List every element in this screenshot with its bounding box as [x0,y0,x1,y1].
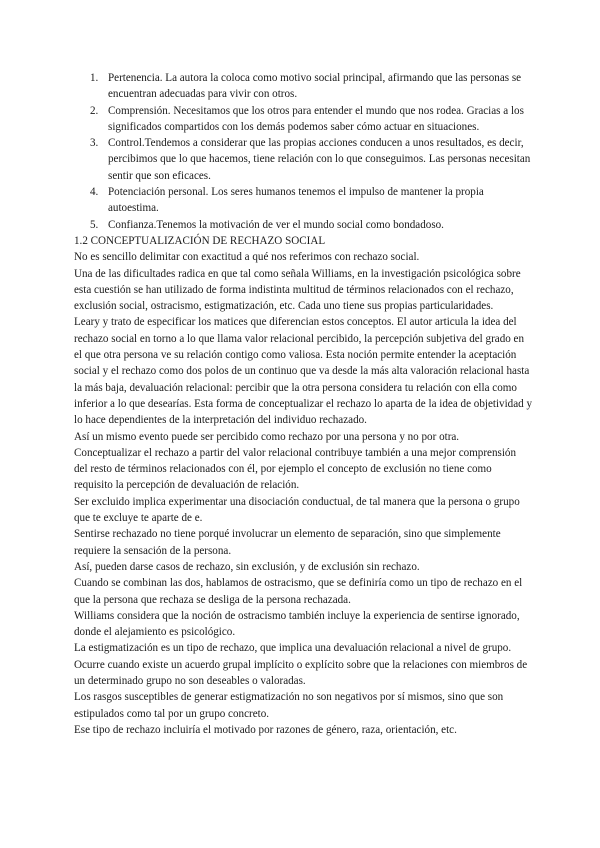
paragraph: Sentirse rechazado no tiene porqué involucrar un elemento de separación, sino que simplemente requiere la sensación de la persona. [74,528,501,557]
paragraph: Williams considera que la noción de ostracismo también incluye la experiencia de sentirse ignorado, donde el alejamiento es psicológico. [74,609,520,639]
paragraph: Los rasgos susceptibles de generar estigmatización no son negativos por sí mismos, sino que son estipulados como tal por un grupo concreto. [74,691,504,720]
paragraph: Ser excluido implica experimentar una disociación conductual, de tal manera que la persona o grupo que te excluye te aparte de e. [74,495,520,525]
paragraph: Leary y trato de especificar los matices que diferencian estos conceptos. El autor articula la idea del rechazo social en torno a lo que llama valor relacional percibido, la percepción subjetiva del grado en el que otra persona ve su relación contigo como valiosa. Esta noción permite entender la aceptación social y el rechazo como dos polos de un continuo que va desde la más alta valoración relacional hasta la más baja, devaluación relacional: percibir que la otra persona considera tu relación con ella como inferior a lo que desearías. Esta forma de conceptualizar el rechazo lo aparta de la idea de objetividad y lo hace dependientes de la interpretación del individuo rechazado. [74,316,533,427]
list-item-text: Pertenencia. La autora la coloca como motivo social principal, afirmando que las personas se encuentran adecuadas para vivir con otros. [108,72,522,101]
paragraph: La estigmatización es un tipo de rechazo, que implica una devaluación relacional a nivel de grupo. Ocurre cuando existe un acuerdo grupal implícito o explícito sobre que la relaciones con miembros de un determinado grupo no son deseables o valoradas. [74,642,528,687]
list-item-number: 4. [90,186,99,199]
paragraph: Así, pueden darse casos de rechazo, sin exclusión, y de exclusión sin rechazo. [74,560,420,573]
list-item-text: Confianza.Tenemos la motivación de ver el mundo social como bondadoso. [108,218,444,231]
paragraph: Una de las dificultades radica en que tal como señala Williams, en la investigación psicológica sobre esta cuestión se han utilizado de forma indistinta multitud de términos relacionados con el rechazo, exclusión social, ostracismo, estigmatización, etc. Cada uno tiene sus propias particularidades. [74,267,521,313]
paragraph: No es sencillo delimitar con exactitud a qué nos referimos con rechazo social. [74,251,420,264]
list-item-number: 1. [90,72,99,84]
paragraph: Cuando se combinan las dos, hablamos de ostracismo, que se definiría como un tipo de rechazo en el que la persona que rechaza se desliga de la persona rechazada. [74,577,523,606]
paragraph: Ese tipo de rechazo incluiría el motivado por razones de género, raza, orientación, etc. [74,723,457,736]
list-item-text: Control.Tendemos a considerar que las propias acciones conducen a unos resultados, es decir, percibimos que lo que hacemos, tiene relación con lo que conseguimos. Las personas necesitan sentir que son eficaces. [108,137,531,182]
motives-list [74,70,532,233]
paragraph: Así un mismo evento puede ser percibido como rechazo por una persona y no por otra. [74,430,460,443]
list-item [74,217,532,233]
list-item-number: 3. [90,137,99,150]
section-heading: 1.2 CONCEPTUALIZACIÓN DE RECHAZO SOCIAL [74,234,326,247]
page-content [74,70,532,738]
list-item-number: 2. [90,104,99,117]
paragraph: Conceptualizar el rechazo a partir del valor relacional contribuye también a una mejor comprensión del resto de términos relacionados con él, por ejemplo el concepto de exclusión no tiene como requisito la percepción de devaluación de relación. [74,446,517,492]
list-item [74,70,532,103]
list-item-text: Potenciación personal. Los seres humanos tenemos el impulso de mantener la propia autoestima. [108,186,484,215]
list-item-number: 5. [90,218,99,231]
list-item [74,103,532,136]
list-item [74,184,532,217]
list-item-text: Comprensión. Necesitamos que los otros para entender el mundo que nos rodea. Gracias a los significados compartidos con los demás podemos saber cómo actuar en situaciones. [108,104,524,133]
list-item [74,135,532,184]
